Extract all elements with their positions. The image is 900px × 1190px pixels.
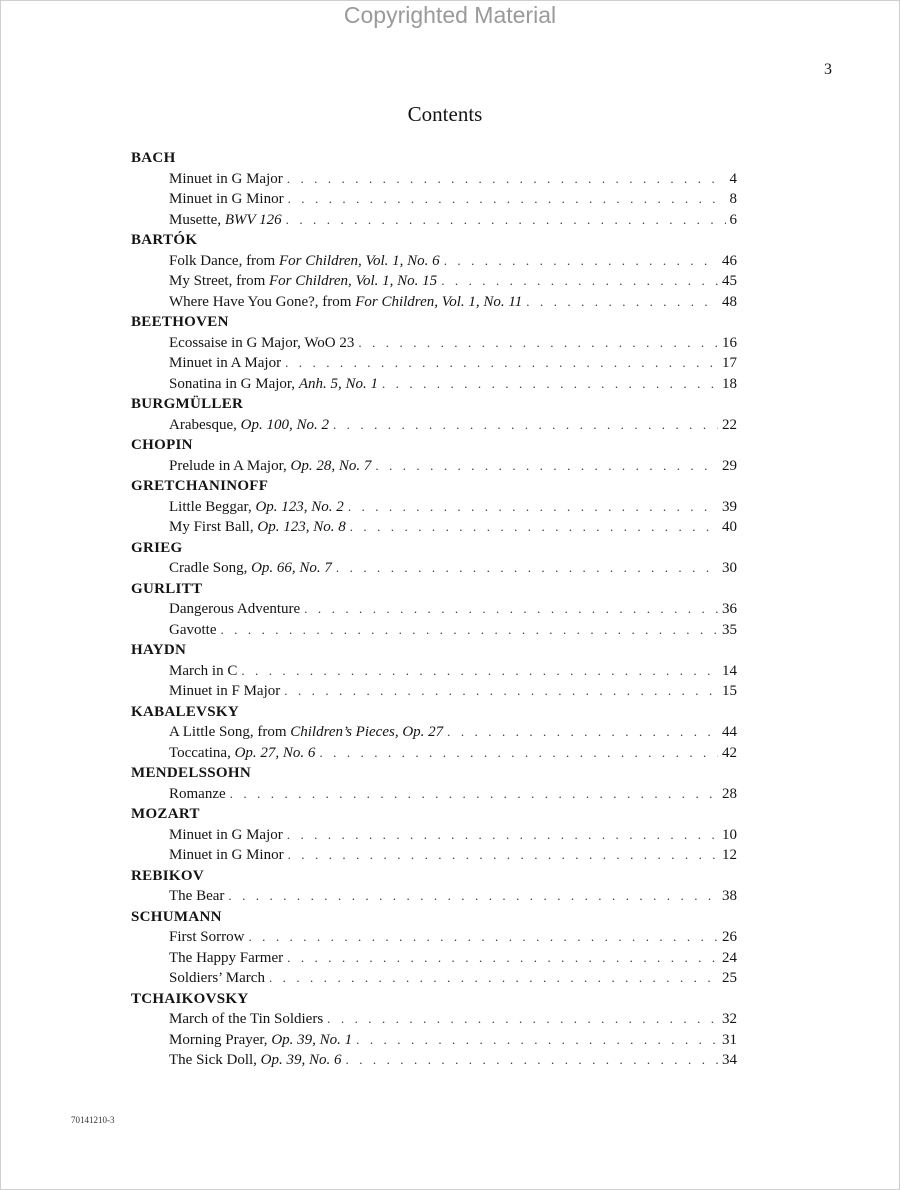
entry-title-opus: For Children, Vol. 1, No. 15 <box>268 273 438 289</box>
composer-heading: MOZART <box>131 806 200 822</box>
entry-title-opus: Op. 39, No. 6 <box>260 1052 342 1068</box>
entry-title-text: My Street, from <box>169 273 269 289</box>
entry-page-number: 31 <box>722 1031 737 1048</box>
dot-leader <box>327 1009 718 1030</box>
entry-title-text: The Happy Farmer <box>169 949 284 966</box>
entry-title-text: Folk Dance, from <box>169 252 279 269</box>
toc-entry <box>131 1050 737 1071</box>
composer-heading: HAYDN <box>131 642 187 658</box>
dot-leader <box>304 599 718 620</box>
entry-title-text: Sonatina in G Major, <box>169 375 299 392</box>
entry-page-number: 34 <box>722 1052 737 1068</box>
dot-leader <box>346 1050 719 1071</box>
entry-title-opus: For Children, Vol. 1, No. 11 <box>355 293 523 310</box>
entry-title <box>169 825 283 846</box>
entry-title <box>169 271 437 292</box>
toc-entry <box>131 169 737 190</box>
toc-entry <box>131 251 737 272</box>
toc-entry <box>131 968 737 989</box>
entry-title-text: Cradle Song, <box>169 560 252 576</box>
entry-title-opus: Op. 27, No. 6 <box>234 744 316 761</box>
dot-leader <box>319 743 718 764</box>
entry-title-text: Morning Prayer, <box>169 1031 272 1048</box>
entry-title <box>169 948 283 969</box>
entry-title <box>169 251 440 272</box>
page-number: 3 <box>824 61 832 78</box>
composer-heading: MENDELSSOHN <box>131 765 251 781</box>
watermark: Copyrighted Material <box>343 2 557 28</box>
entry-page-number: 40 <box>722 519 737 535</box>
entry-title <box>169 661 237 682</box>
dot-leader <box>526 292 718 313</box>
entry-page-number: 30 <box>722 560 737 576</box>
dot-leader <box>350 517 718 538</box>
toc-entry <box>131 1009 737 1030</box>
entry-title-text: Arabesque, <box>169 416 241 433</box>
composer-heading: TCHAIKOVSKY <box>131 990 249 1007</box>
entry-page-number: 36 <box>722 601 737 617</box>
entry-title <box>169 1009 323 1030</box>
entry-page-number: 26 <box>722 929 737 945</box>
entry-title <box>169 784 226 805</box>
entry-title-text: Ecossaise in G Major, WoO 23 <box>169 334 355 351</box>
entry-page-number: 16 <box>722 334 737 351</box>
composer-heading: CHOPIN <box>131 437 193 453</box>
entry-page-number: 8 <box>729 191 737 207</box>
composer-heading: BURGMÜLLER <box>131 396 244 412</box>
entry-title-text: Where Have You Gone?, from <box>169 293 356 310</box>
toc-entry <box>131 456 737 477</box>
entry-page-number: 10 <box>722 826 737 843</box>
entry-title-text: Minuet in G Minor <box>169 191 284 207</box>
toc-entry <box>131 210 737 231</box>
entry-title-text: Prelude in A Major, <box>169 457 291 474</box>
entry-title <box>169 497 344 518</box>
dot-leader <box>230 784 718 805</box>
toc-entry <box>131 599 737 620</box>
entry-title-opus: Op. 39, No. 1 <box>271 1031 353 1048</box>
entry-title-opus: Op. 28, No. 7 <box>290 457 372 474</box>
entry-title-text: A Little Song, from <box>169 724 291 740</box>
dot-leader <box>286 210 726 231</box>
toc-entry <box>131 620 737 641</box>
entry-title-text: The Sick Doll, <box>169 1052 261 1068</box>
dot-leader <box>285 353 718 374</box>
toc-entry <box>131 784 737 805</box>
entry-title-opus: Children’s Pieces, Op. 27 <box>290 724 444 740</box>
entry-title-text: The Bear <box>169 888 225 904</box>
dot-leader <box>287 948 718 969</box>
entry-title-text: Gavotte <box>169 621 217 638</box>
toc-entry <box>131 292 737 313</box>
entry-title <box>169 743 315 764</box>
entry-title-text: Romanze <box>169 785 226 802</box>
dot-leader <box>269 968 718 989</box>
entry-page-number: 32 <box>722 1011 737 1027</box>
dot-leader <box>441 271 718 292</box>
entry-title-opus: Op. 123, No. 2 <box>255 498 344 515</box>
dot-leader <box>288 845 718 866</box>
toc-entry <box>131 825 737 846</box>
toc-entry <box>131 743 737 764</box>
dot-leader <box>333 415 718 436</box>
dot-leader <box>287 169 726 190</box>
entry-page-number: 48 <box>722 293 737 310</box>
dot-leader <box>375 456 718 477</box>
table-of-contents <box>131 148 737 1071</box>
dot-leader <box>284 681 718 702</box>
dot-leader <box>241 661 718 682</box>
entry-page-number: 12 <box>722 847 737 863</box>
toc-entry <box>131 497 737 518</box>
entry-title <box>169 333 354 354</box>
entry-title-opus: Op. 123, No. 8 <box>257 519 346 535</box>
dot-leader <box>356 1030 718 1051</box>
entry-title-text: Little Beggar, <box>169 498 256 515</box>
composer-heading: REBIKOV <box>131 867 204 884</box>
composer-heading: GURLITT <box>131 580 203 597</box>
toc-entry <box>131 333 737 354</box>
entry-title <box>169 599 300 620</box>
entry-title <box>169 1030 352 1051</box>
entry-page-number: 45 <box>722 273 737 289</box>
toc-entry <box>131 927 737 948</box>
composer-heading: GRIEG <box>131 539 183 556</box>
entry-title <box>169 210 282 231</box>
composer-heading: GRETCHANINOFF <box>131 478 269 494</box>
entry-title <box>169 927 244 948</box>
dot-leader <box>288 189 726 210</box>
entry-title <box>169 620 216 641</box>
entry-page-number: 15 <box>722 683 737 699</box>
composer-heading: BACH <box>131 150 176 166</box>
entry-page-number: 46 <box>722 252 737 269</box>
entry-title <box>169 681 280 702</box>
entry-page-number: 14 <box>722 662 737 679</box>
entry-title <box>169 886 224 907</box>
dot-leader <box>348 497 718 518</box>
toc-entry <box>131 517 737 538</box>
dot-leader <box>382 374 718 395</box>
entry-title-text: March of the Tin Soldiers <box>169 1011 324 1027</box>
entry-title-opus: For Children, Vol. 1, No. 6 <box>278 252 440 269</box>
composer-heading: SCHUMANN <box>131 908 222 925</box>
toc-entry <box>131 681 737 702</box>
toc-entry <box>131 886 737 907</box>
entry-title-opus: Anh. 5, No. 1 <box>298 375 378 392</box>
entry-page-number: 4 <box>729 170 737 187</box>
entry-title-opus: Op. 100, No. 2 <box>240 416 329 433</box>
entry-title-text: First Sorrow <box>169 929 245 945</box>
entry-title <box>169 845 284 866</box>
entry-page-number: 29 <box>722 457 737 474</box>
entry-title <box>169 292 522 313</box>
composer-heading: BARTÓK <box>131 232 198 248</box>
entry-title <box>169 968 265 989</box>
toc-entry <box>131 661 737 682</box>
dot-leader <box>358 333 718 354</box>
entry-title-text: Dangerous Adventure <box>169 601 301 617</box>
entry-title <box>169 517 346 538</box>
entry-title-text: Minuet in G Major <box>169 826 283 843</box>
entry-page-number: 35 <box>722 621 737 638</box>
entry-page-number: 28 <box>722 785 737 802</box>
entry-title <box>169 189 284 210</box>
toc-entry <box>131 558 737 579</box>
entry-page-number: 24 <box>722 949 737 966</box>
toc-entry <box>131 415 737 436</box>
entry-title-text: Soldiers’ March <box>169 970 265 986</box>
entry-title-text: Minuet in A Major <box>169 355 282 371</box>
entry-page-number: 44 <box>722 724 737 740</box>
toc-entry <box>131 845 737 866</box>
entry-title <box>169 353 281 374</box>
toc-entry <box>131 271 737 292</box>
composer-heading: BEETHOVEN <box>131 314 229 330</box>
dot-leader <box>287 825 718 846</box>
entry-title-text: Toccatina, <box>169 744 235 761</box>
dot-leader <box>336 558 718 579</box>
entry-page-number: 22 <box>722 416 737 433</box>
composer-heading: KABALEVSKY <box>131 703 240 720</box>
entry-page-number: 42 <box>722 744 737 761</box>
toc-entry <box>131 1030 737 1051</box>
entry-title-text: My First Ball, <box>169 519 258 535</box>
toc-entry <box>131 189 737 210</box>
dot-leader <box>447 722 718 743</box>
entry-title <box>169 415 329 436</box>
entry-title <box>169 722 443 743</box>
entry-page-number: 18 <box>722 375 737 392</box>
entry-title-text: March in C <box>169 662 238 679</box>
entry-page-number: 25 <box>722 970 737 986</box>
entry-title <box>169 374 378 395</box>
entry-title-opus: Op. 66, No. 7 <box>251 560 332 576</box>
entry-title <box>169 169 283 190</box>
toc-entry <box>131 374 737 395</box>
entry-title-text: Minuet in F Major <box>169 683 281 699</box>
entry-title <box>169 1050 342 1071</box>
dot-leader <box>220 620 718 641</box>
toc-entry <box>131 722 737 743</box>
entry-title-text: Minuet in G Minor <box>169 847 284 863</box>
toc-entry <box>131 948 737 969</box>
entry-title <box>169 456 371 477</box>
entry-title-text: Musette, <box>169 211 225 228</box>
entry-page-number: 39 <box>722 498 737 515</box>
dot-leader <box>248 927 718 948</box>
entry-page-number: 6 <box>729 211 737 228</box>
catalog-number: 70141210-3 <box>71 1115 115 1125</box>
page-title: Contents <box>407 102 483 126</box>
entry-title <box>169 558 332 579</box>
dot-leader <box>444 251 718 272</box>
toc-entry <box>131 353 737 374</box>
entry-title-opus: BWV 126 <box>224 211 282 228</box>
dot-leader <box>228 886 718 907</box>
entry-page-number: 17 <box>722 355 737 371</box>
entry-title-text: Minuet in G Major <box>169 170 283 187</box>
entry-page-number: 38 <box>722 888 737 904</box>
